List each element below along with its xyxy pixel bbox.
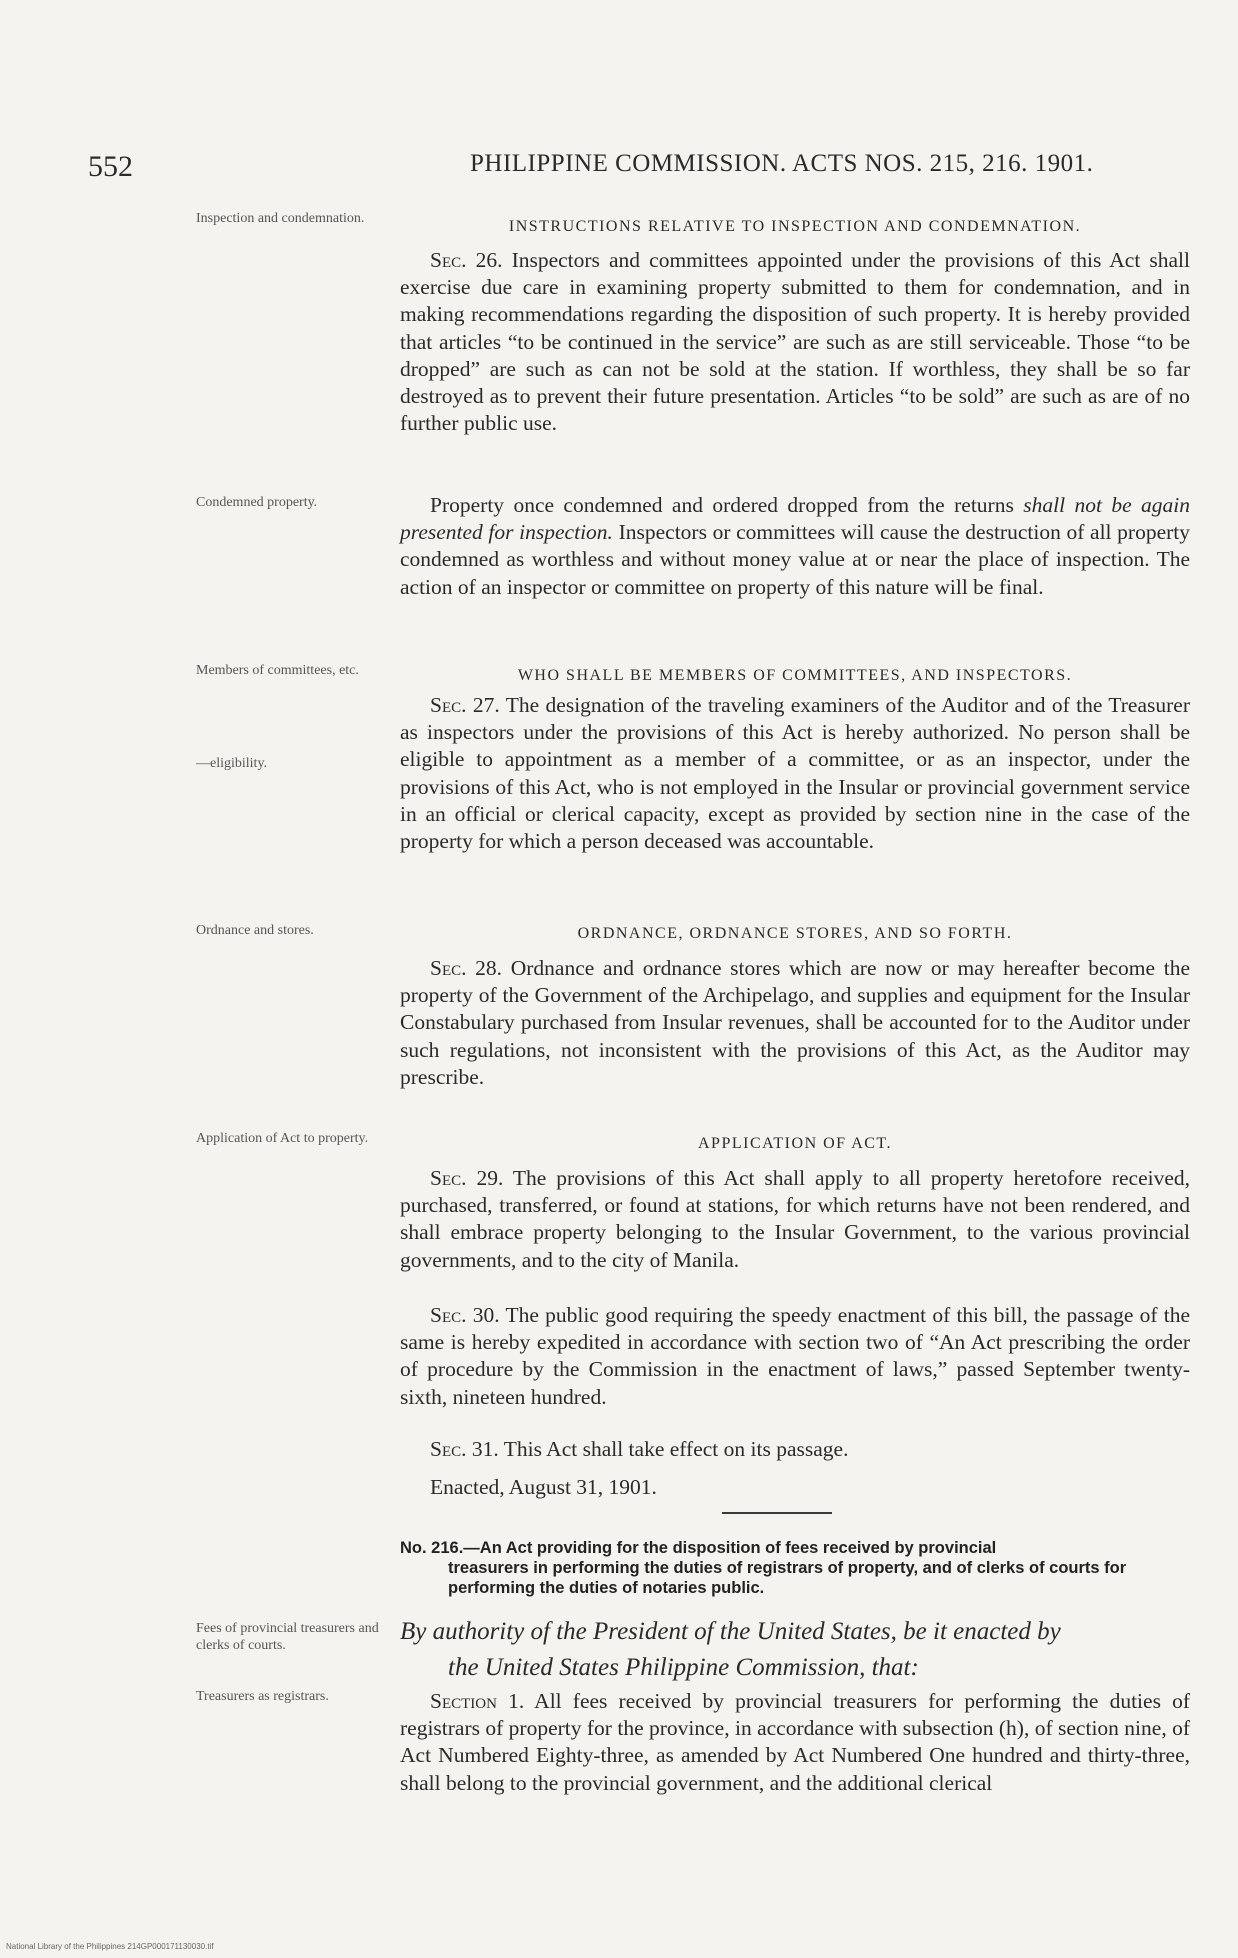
section-text: The public good requiring the speedy enactment of this bill, the passage of the same is hereby expedited in accordance with section two of “An Act prescribing the order of procedure by the Commission in the enactment of laws,” passed September twenty-sixth, nineteen hundred.: [400, 1303, 1190, 1409]
section-31: [400, 1436, 1190, 1463]
margin-note: Condemned property.: [196, 495, 318, 510]
act-title-continuation: treasurers in performing the duties of registrars of property, and of clerks of courts for performing the duties of notaries public.: [448, 1559, 1127, 1597]
section-label: Sec. 28.: [430, 956, 503, 980]
section-text: Ordnance and ordnance stores which are now or may hereafter become the property of the Government of the Archipelago, and supplies and equipment for the Insular Constabulary purchased from Insular revenues, shall be accounted for to the Auditor under such regulations, not inconsistent with the provisions of this Act, as the Auditor may prescribe.: [400, 956, 1191, 1089]
enacted-date: Enacted, August 31, 1901.: [430, 1475, 657, 1499]
section-text: The provisions of this Act shall apply to all property heretofore received, purchased, transferred, or found at stations, for which returns have not been rendered, and shall embrace property belonging to the Insular Government, to the various provincial governments, and to the city of Manila.: [400, 1166, 1191, 1272]
section-26-condemned: [400, 492, 1190, 601]
page-number: 552: [88, 150, 133, 183]
section-text: Property once condemned and ordered dropped from the returns: [430, 493, 1014, 517]
act-216-title: [400, 1538, 1190, 1598]
running-head: PHILIPPINE COMMISSION. ACTS NOS. 215, 216. 1901.: [470, 150, 1094, 177]
act-216-section-1: [400, 1688, 1190, 1797]
section-label: Sec. 31.: [430, 1437, 499, 1461]
margin-note: Application of Act to property.: [196, 1131, 369, 1146]
margin-note: —eligibility.: [196, 756, 268, 771]
section-text: This Act shall take effect on its passage.: [503, 1437, 849, 1461]
section-heading: APPLICATION OF ACT.: [698, 1135, 892, 1152]
section-label: Sec. 26.: [430, 248, 503, 272]
divider-rule: [722, 1512, 832, 1514]
section-text-italic: shall not be again presented for inspection.: [400, 493, 1190, 545]
section-heading: INSTRUCTIONS RELATIVE TO INSPECTION AND CONDEMNATION.: [508, 218, 1082, 235]
act-title-line: No. 216.—An Act providing for the disposition of fees received by provincial: [400, 1539, 997, 1557]
section-30: [400, 1302, 1190, 1411]
section-text: Inspectors or committees will cause the destruction of all property condemned as worthless and without money value at or near the place of inspection. The action of an inspector or committee on property of this nature will be final.: [400, 520, 1190, 599]
section-27: [400, 692, 1190, 855]
margin-note: Members of committees, etc.: [196, 663, 359, 678]
margin-note: Treasurers as registrars.: [196, 1689, 329, 1704]
section-text: All fees received by provincial treasurers for performing the duties of registrars of property for the province, in accordance with subsection (h), of section nine, of Act Numbered Eighty-three, as amended by Act Numbered One hundred and thirty-three, shall belong to the provincial government, and the additional clerical: [400, 1689, 1190, 1795]
margin-note: Inspection and condemnation.: [196, 211, 365, 226]
section-text: Inspectors and committees appointed under the provisions of this Act shall exercise due care in examining property submitted to them for condemnation, and in making recommendations regarding the disposition of such property. It is hereby provided that articles “to be continued in the service” are such as are still serviceable. Those “to be dropped” are such as can not be sold at the station. If worthless, they shall be so far destroyed as to prevent their future presentation. Articles “to be sold” are such as are of no further public use.: [400, 248, 1191, 436]
enacting-clause: [400, 1614, 1190, 1686]
enacting-line: By authority of the President of the United States, be it enacted by: [400, 1618, 1061, 1645]
section-29: [400, 1165, 1190, 1274]
section-heading: WHO SHALL BE MEMBERS OF COMMITTEES, AND INSPECTORS.: [517, 667, 1073, 684]
section-label: Sec. 30.: [430, 1303, 500, 1327]
scan-footer: National Library of the Philippines 214GP000171130030.tif: [6, 1942, 214, 1951]
margin-note: Ordnance and stores.: [196, 923, 314, 938]
margin-note: Fees of provincial treasurers and clerks of courts.: [196, 1621, 379, 1653]
section-label: Sec. 29.: [430, 1166, 504, 1190]
section-heading: ORDNANCE, ORDNANCE STORES, AND SO FORTH.: [577, 925, 1013, 942]
section-label: Section 1.: [430, 1689, 525, 1713]
section-text: The designation of the traveling examiners of the Auditor and of the Treasurer as inspectors under the provisions of this Act is hereby authorized. No person shall be eligible to appointment as a member of a committee, or as an inspector, under the provisions of this Act, who is not employed in the Insular or provincial government service in an official or clerical capacity, except as provided by section nine in the case of the property for which a person deceased was accountable.: [400, 693, 1190, 854]
section-label: Sec. 27.: [430, 693, 500, 717]
enacting-line: the United States Philippine Commission, that:: [448, 1654, 919, 1681]
section-26: [400, 247, 1190, 437]
section-28: [400, 955, 1190, 1091]
